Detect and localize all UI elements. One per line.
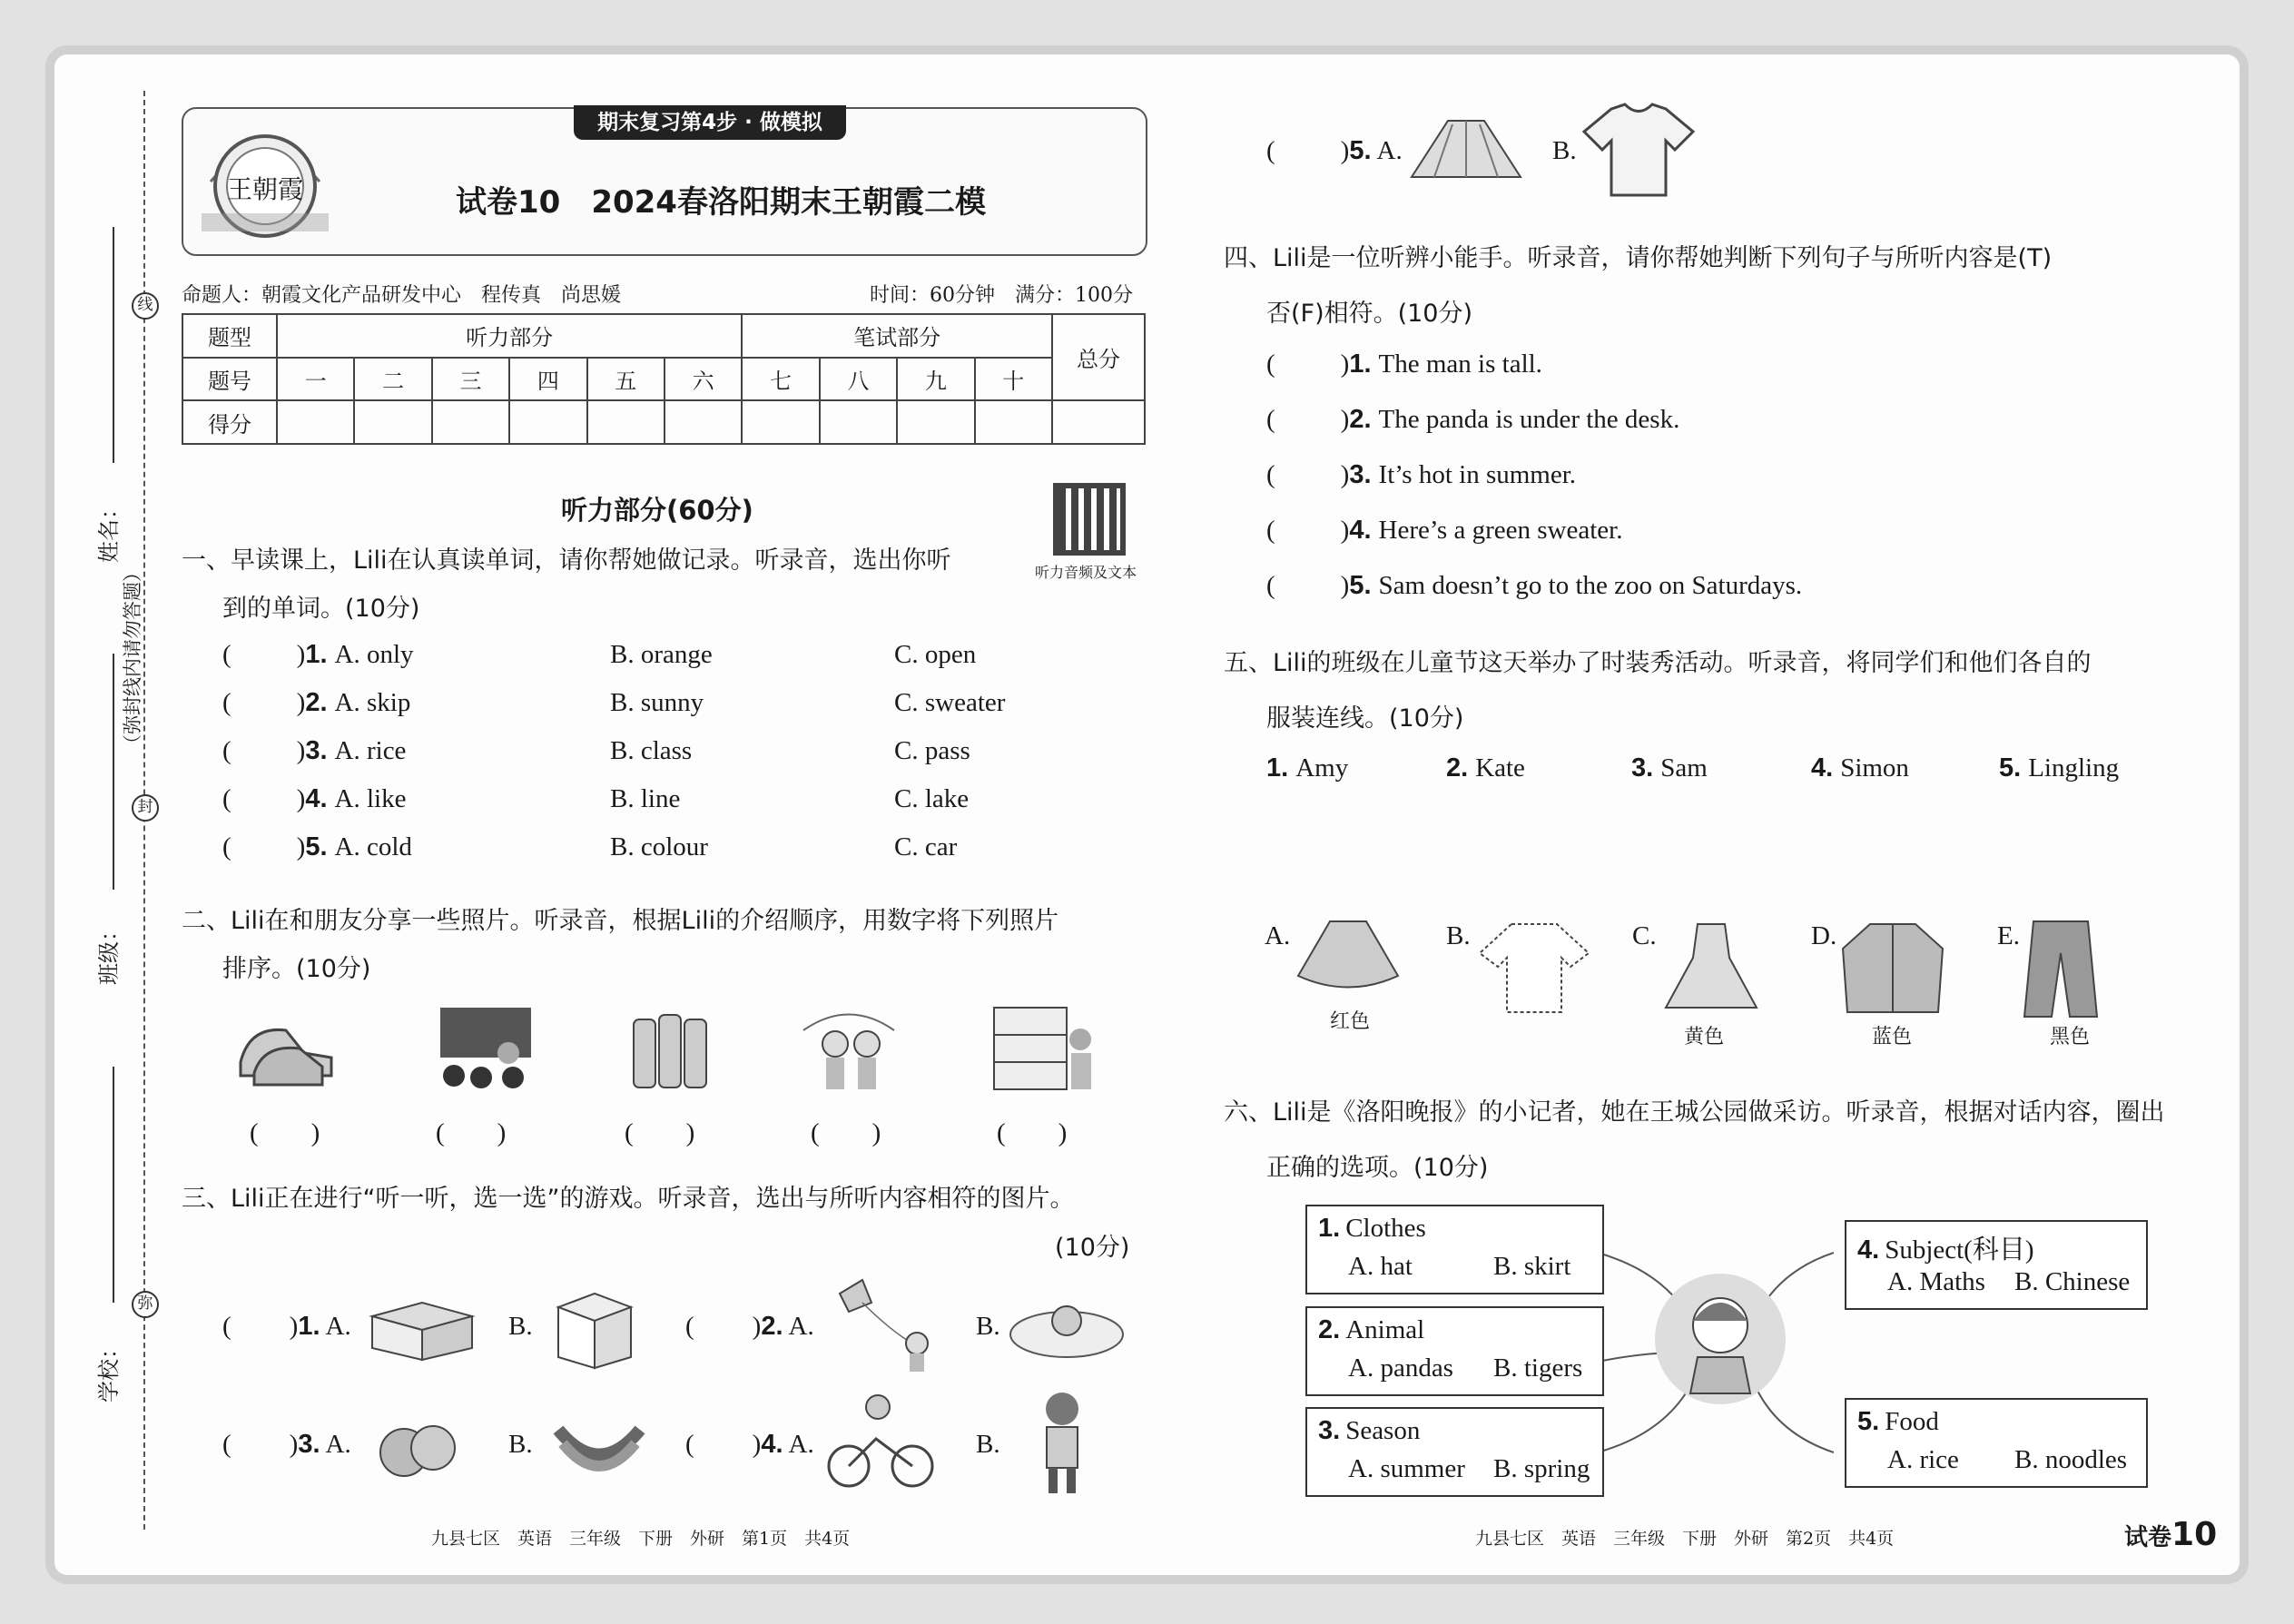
paper-number: 试卷10 [2124,1516,2218,1553]
score-table [182,313,1146,445]
s6-box-topic: Season [1345,1416,1421,1445]
s5-person[interactable] [1446,753,1525,783]
s3-item-row [685,1312,814,1342]
score-cell[interactable] [975,400,1052,444]
class-blank-line [113,654,114,890]
seal-mark: 封 [132,794,159,822]
s1-option-c: C. open [894,640,977,669]
s3-item-number: 3. [298,1430,320,1459]
cell-score-label: 得分 [182,400,277,444]
answer-blank[interactable]: ( ) [1266,571,1350,600]
school-label: 学校： [96,1337,122,1403]
photo-shop [989,1003,1098,1097]
s3-item-row [222,1430,351,1460]
mi-seal-mark: 弥 [132,1291,159,1318]
cell-num: 八 [820,358,897,401]
s1-instruction-1: 一、早读课上，Lili在认真读单词，请你帮她做记录。听录音，选出你听 [182,546,951,575]
s1-option-c: C. pass [894,736,970,765]
cell-num: 一 [277,358,354,401]
answer-blank[interactable]: ( ) [222,784,306,813]
s5-person-number: 1. [1266,753,1289,782]
listening-heading: 听力部分(60分) [561,495,753,526]
s5-instruction-2: 服装连线。(10分) [1266,704,1464,733]
s3-option-a: A. [788,1312,814,1341]
cell-num: 二 [354,358,431,401]
cell-listening: 听力部分 [277,314,742,358]
footer-left: 九县七区 英语 三年级 下册 外研 第1页 共4页 [431,1529,851,1549]
s1-item-number: 1. [305,640,328,669]
binding-notice: （弥封线内请勿答题） [122,563,143,753]
name-blank-line [113,227,114,463]
s4-item-number: 1. [1349,349,1372,379]
s6-box-title [1857,1229,2034,1266]
score-cell[interactable] [509,400,586,444]
clothes-d-jacket [1838,917,1947,1020]
s4-sentence: The panda is under the desk. [1378,405,1680,434]
s6-option-b[interactable]: B. spring [1493,1454,1590,1483]
s6-box-number: 2. [1318,1315,1341,1344]
s5-clothes-letter[interactable]: D. [1811,921,1837,950]
s1-option-b: B. class [610,736,693,765]
cell-num: 六 [665,358,742,401]
s4-item-row [1266,349,1542,379]
pic-boy-walking [1021,1389,1103,1501]
pic-tshirt [1580,100,1698,203]
s3-item-row [685,1430,814,1460]
s3-option-b: B. [976,1312,1000,1341]
cell-number-label: 题号 [182,358,277,401]
s6-box-number: 5. [1857,1407,1880,1436]
pic-box-open [363,1289,481,1365]
cell-total: 总分 [1052,314,1145,400]
s4-item-row [1266,460,1576,490]
s1-option-a: A. skip [334,688,411,717]
score-cell[interactable] [1052,400,1145,444]
s6-box-title [1318,1416,1420,1446]
time-score: 时间：60分钟 满分：100分 [870,284,1133,307]
s6-option-a[interactable]: A. Maths [1887,1267,1985,1296]
s4-item-row [1266,571,1802,601]
s1-option-c: C. sweater [894,688,1006,717]
score-cell[interactable] [432,400,509,444]
qr-code-icon[interactable] [1053,483,1126,556]
s4-sentence: Sam doesn’t go to the zoo on Saturdays. [1378,571,1803,600]
s4-item-row [1266,516,1622,546]
pic-swimming [1003,1284,1130,1370]
answer-blank[interactable]: ( ) [1266,460,1350,489]
pic-bananas [549,1407,649,1483]
s3-option-b: B. [508,1430,533,1459]
photo-classroom [427,1003,545,1093]
photo-order-blank[interactable]: ( ) [997,1118,1068,1147]
s1-item-number: 3. [305,736,328,765]
s1-option-b: B. orange [610,640,713,669]
answer-blank[interactable]: ( ) [685,1430,762,1459]
s6-option-b[interactable]: B. tigers [1493,1353,1583,1383]
s6-box-topic: Animal [1345,1315,1425,1344]
pic-apples [368,1403,468,1488]
answer-blank[interactable]: ( ) [222,736,306,765]
s6-option-box [1305,1407,1604,1497]
photo-sneakers [231,1008,340,1093]
s3-item-5-b: B. [1552,136,1577,165]
s1-option-c: C. lake [894,784,970,813]
s6-instruction-1: 六、Lili是《洛阳晚报》的小记者，她在王城公园做采访。听录音，根据对话内容，圈出 [1224,1098,2165,1127]
s5-person-number: 4. [1811,753,1834,782]
s1-item-row [222,640,414,670]
s6-box-topic: Clothes [1345,1214,1426,1243]
photo-order-blank[interactable]: ( ) [811,1118,881,1147]
s1-option-a: A. only [334,640,414,669]
s5-person-name: Lingling [2028,753,2120,782]
pic-skirt [1407,113,1525,190]
s5-clothes-color: 黄色 [1684,1026,1725,1048]
s1-option-b: B. line [610,784,681,813]
s5-person-name: Simon [1840,753,1909,782]
s5-person-name: Kate [1475,753,1525,782]
clothes-e-trousers [2020,917,2102,1025]
photo-order-blank[interactable]: ( ) [625,1118,695,1147]
s5-person[interactable] [1631,753,1708,783]
s1-option-b: B. sunny [610,688,704,717]
s5-person-name: Sam [1660,753,1708,782]
s3-score: (10分) [1055,1234,1130,1262]
s4-item-number: 2. [1349,405,1372,434]
cell-num: 十 [975,358,1052,401]
answer-blank[interactable]: ( ) [1266,405,1350,434]
pic-kite [826,1275,944,1379]
cell-num: 四 [509,358,586,401]
s4-sentence: Here’s a green sweater. [1378,516,1623,545]
s4-item-number: 4. [1349,516,1372,545]
score-cell[interactable] [277,400,354,444]
photo-order-blank[interactable]: ( ) [250,1118,320,1147]
s1-option-a: A. rice [334,736,407,765]
s4-item-number: 3. [1349,460,1372,489]
s1-option-a: A. cold [334,832,412,861]
s6-option-box [1305,1306,1604,1396]
s5-person-number: 2. [1446,753,1469,782]
s4-item-row [1266,405,1679,435]
score-cell[interactable] [742,400,819,444]
cell-num: 三 [432,358,509,401]
s3-item-number: 1. [298,1312,320,1341]
score-cell[interactable] [820,400,897,444]
s6-box-title [1318,1214,1426,1244]
s4-sentence: The man is tall. [1378,349,1542,379]
answer-blank[interactable]: ( ) [222,1430,299,1459]
s6-box-title [1857,1407,1939,1437]
cell-num: 七 [742,358,819,401]
s4-item-number: 5. [1349,571,1372,600]
s4-sentence: It’s hot in summer. [1378,460,1577,489]
cell-writing: 笔试部分 [742,314,1052,358]
s5-person[interactable] [1266,753,1348,783]
answer-blank[interactable]: ( ) [222,832,306,861]
s3-item-number: 2. [761,1312,783,1341]
class-label: 班级： [96,920,122,985]
answer-blank[interactable]: ( ) [685,1312,762,1341]
cell-num: 五 [587,358,665,401]
s6-instruction-2: 正确的选项。(10分) [1266,1154,1489,1182]
photo-bottles [625,1006,715,1096]
girl-reporter-avatar [1652,1271,1788,1411]
score-cell[interactable] [665,400,742,444]
s1-item-row [222,784,406,814]
s5-clothes-color: 黑色 [2050,1026,2091,1048]
qr-caption: 听力音频及文本 [1035,564,1137,581]
s1-option-c: C. car [894,832,958,861]
s1-item-number: 4. [305,784,328,813]
s5-person[interactable] [1999,753,2119,783]
s5-person-name: Amy [1295,753,1349,782]
pic-bike [822,1389,940,1497]
s6-option-a[interactable]: A. pandas [1348,1353,1453,1383]
s1-item-row [222,688,410,718]
school-blank-line [113,1067,114,1303]
s6-box-number: 3. [1318,1416,1341,1445]
clothes-a-skirt [1294,917,1403,1002]
s6-option-b[interactable]: B. skirt [1493,1252,1571,1281]
s3-option-a: A. [325,1430,351,1459]
s5-clothes-letter[interactable]: C. [1632,921,1657,950]
s5-person[interactable] [1811,753,1909,783]
s1-instruction-2: 到的单词。(10分) [222,595,420,623]
s3-option-b: B. [508,1312,533,1341]
s1-item-number: 5. [305,832,328,861]
s3-item-5-row: ( )5. A. [1266,136,1403,165]
s6-option-box [1845,1220,2148,1310]
s3-instruction: 三、Lili正在进行“听一听，选一选”的游戏。听录音，选出与所听内容相符的图片。 [182,1185,1075,1213]
s6-option-a[interactable]: A. hat [1348,1252,1413,1281]
s2-instruction-1: 二、Lili在和朋友分享一些照片。听录音，根据Lili的介绍顺序，用数字将下列照片 [182,907,1059,935]
photo-kids-rain [794,1003,903,1097]
s6-box-topic: Subject(科目) [1885,1235,2034,1265]
score-cell[interactable] [354,400,431,444]
authors: 命题人：朝霞文化产品研发中心 程传真 尚思媛 [182,284,622,307]
answer-blank[interactable]: ( ) [1266,349,1350,379]
s6-option-a[interactable]: A. summer [1348,1454,1465,1483]
s3-option-a: A. [325,1312,351,1341]
banner: 期末复习第4步 · 做模拟 [574,105,846,140]
score-cell[interactable] [587,400,665,444]
cell-type-label: 题型 [182,314,277,358]
clothes-c-dress [1661,917,1761,1020]
s6-option-b[interactable]: B. noodles [2014,1445,2128,1474]
s4-instruction-1: 四、Lili是一位听辨小能手。听录音，请你帮她判断下列句子与所听内容是(T) [1224,244,2053,272]
answer-blank[interactable]: ( ) [222,640,306,669]
s6-box-number: 1. [1318,1214,1341,1243]
clothes-b-shirt [1475,917,1593,1020]
s5-person-number: 5. [1999,753,2022,782]
s1-item-row [222,736,406,766]
s5-clothes-letter[interactable]: A. [1265,921,1291,950]
s6-box-title [1318,1315,1424,1345]
exam-header [182,107,1147,256]
s6-option-a[interactable]: A. rice [1887,1445,1959,1474]
score-cell[interactable] [897,400,974,444]
s3-option-a: A. [788,1430,814,1459]
line-seal-mark: 线 [132,292,159,320]
footer-right: 九县七区 英语 三年级 下册 外研 第2页 共4页 [1475,1529,1895,1549]
photo-order-blank[interactable]: ( ) [436,1118,507,1147]
cell-num: 九 [897,358,974,401]
s6-box-number: 4. [1857,1235,1880,1265]
answer-blank[interactable]: ( ) [222,1312,299,1341]
logo-text: 王朝霞 [226,174,304,204]
s1-option-b: B. colour [610,832,708,861]
name-label: 姓名： [96,497,122,563]
s3-item-number: 4. [761,1430,783,1459]
s5-person-number: 3. [1631,753,1654,782]
s5-clothes-color: 红色 [1330,1010,1371,1033]
s6-option-box [1305,1205,1604,1294]
pic-box-closed [549,1284,640,1374]
answer-blank[interactable]: ( ) [1266,516,1350,545]
s2-instruction-2: 排序。(10分) [222,955,371,983]
s6-box-topic: Food [1885,1407,1939,1436]
exam-title: 试卷10 2024春洛阳期末王朝霞二模 [456,184,986,221]
s5-instruction-1: 五、Lili的班级在儿童节这天举办了时装秀活动。听录音，将同学们和他们各自的 [1224,649,2092,677]
s3-option-b: B. [976,1430,1000,1459]
s4-instruction-2: 否(F)相符。(10分) [1266,300,1473,328]
s5-clothes-letter[interactable]: B. [1446,921,1471,950]
s1-item-number: 2. [305,688,328,717]
publisher-logo [202,118,329,245]
s1-item-row [222,832,412,862]
s5-clothes-letter[interactable]: E. [1997,921,2020,950]
s6-option-box [1845,1398,2148,1488]
answer-blank[interactable]: ( ) [222,688,306,717]
s5-clothes-color: 蓝色 [1872,1026,1913,1048]
s1-option-a: A. like [334,784,407,813]
s3-item-row [222,1312,351,1342]
s6-option-b[interactable]: B. Chinese [2014,1267,2131,1296]
